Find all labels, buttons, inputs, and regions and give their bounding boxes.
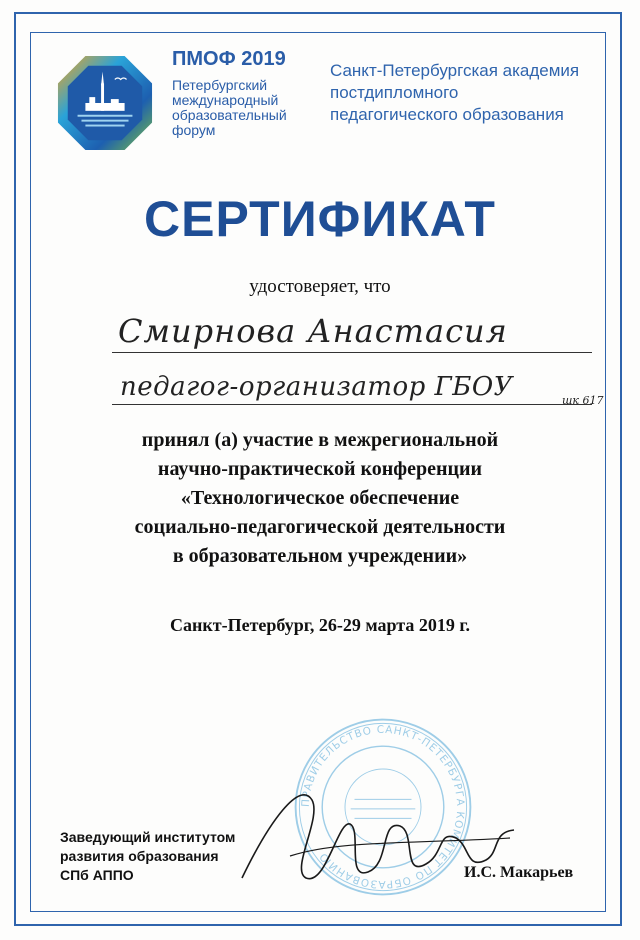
forum-subtitle-line: форум [172,122,216,138]
recipient-position: педагог-организатор ГБОУ [120,372,513,402]
name-underline [112,352,592,353]
forum-subtitle [172,78,312,138]
forum-logo-icon [56,54,154,152]
signature-icon [230,760,530,910]
forum-subtitle-line: международный [172,92,279,108]
participation-line: «Технологическое обеспечение [180,487,460,509]
signer-title-line: развития образования [60,848,219,864]
forum-subtitle-line: Петербургский [172,77,268,93]
place-date: Санкт-Петербург, 26-29 марта 2019 г. [170,615,470,635]
academy-line: педагогического образования [330,105,564,124]
forum-subtitle-line: образовательный [172,107,287,123]
participation-line: в образовательном учреждении» [172,545,468,567]
academy-line: Санкт-Петербургская академия [330,61,580,80]
certifies-text: удостоверяет, что [249,276,391,297]
participation-text [60,426,580,571]
signer-title-line: Заведующий институтом [60,829,236,845]
participation-line: принял (а) участие в межрегиональной [141,429,499,451]
certificate-title: СЕРТИФИКАТ [144,191,496,247]
forum-title: ПМОФ 2019 [172,48,286,70]
signer-title [60,828,235,885]
recipient-school: шк 617 [562,394,604,407]
position-underline [112,404,592,405]
participation-line: социально-педагогической деятельности [134,516,506,538]
academy-line: постдипломного [330,83,459,102]
signer-title-line: СПб АППО [60,867,134,883]
stamp-ring-text: ПРАВИТЕЛЬСТВО САНКТ-ПЕТЕРБУРГА КОМИТЕТ ПО ОБРАЗОВАНИЮ [299,723,467,891]
signer-name: И.С. Макарьев [464,864,574,881]
recipient-name: Смирнова Анастасия [118,312,508,350]
academy-name [330,60,610,126]
participation-line: научно-практической конференции [157,458,483,480]
